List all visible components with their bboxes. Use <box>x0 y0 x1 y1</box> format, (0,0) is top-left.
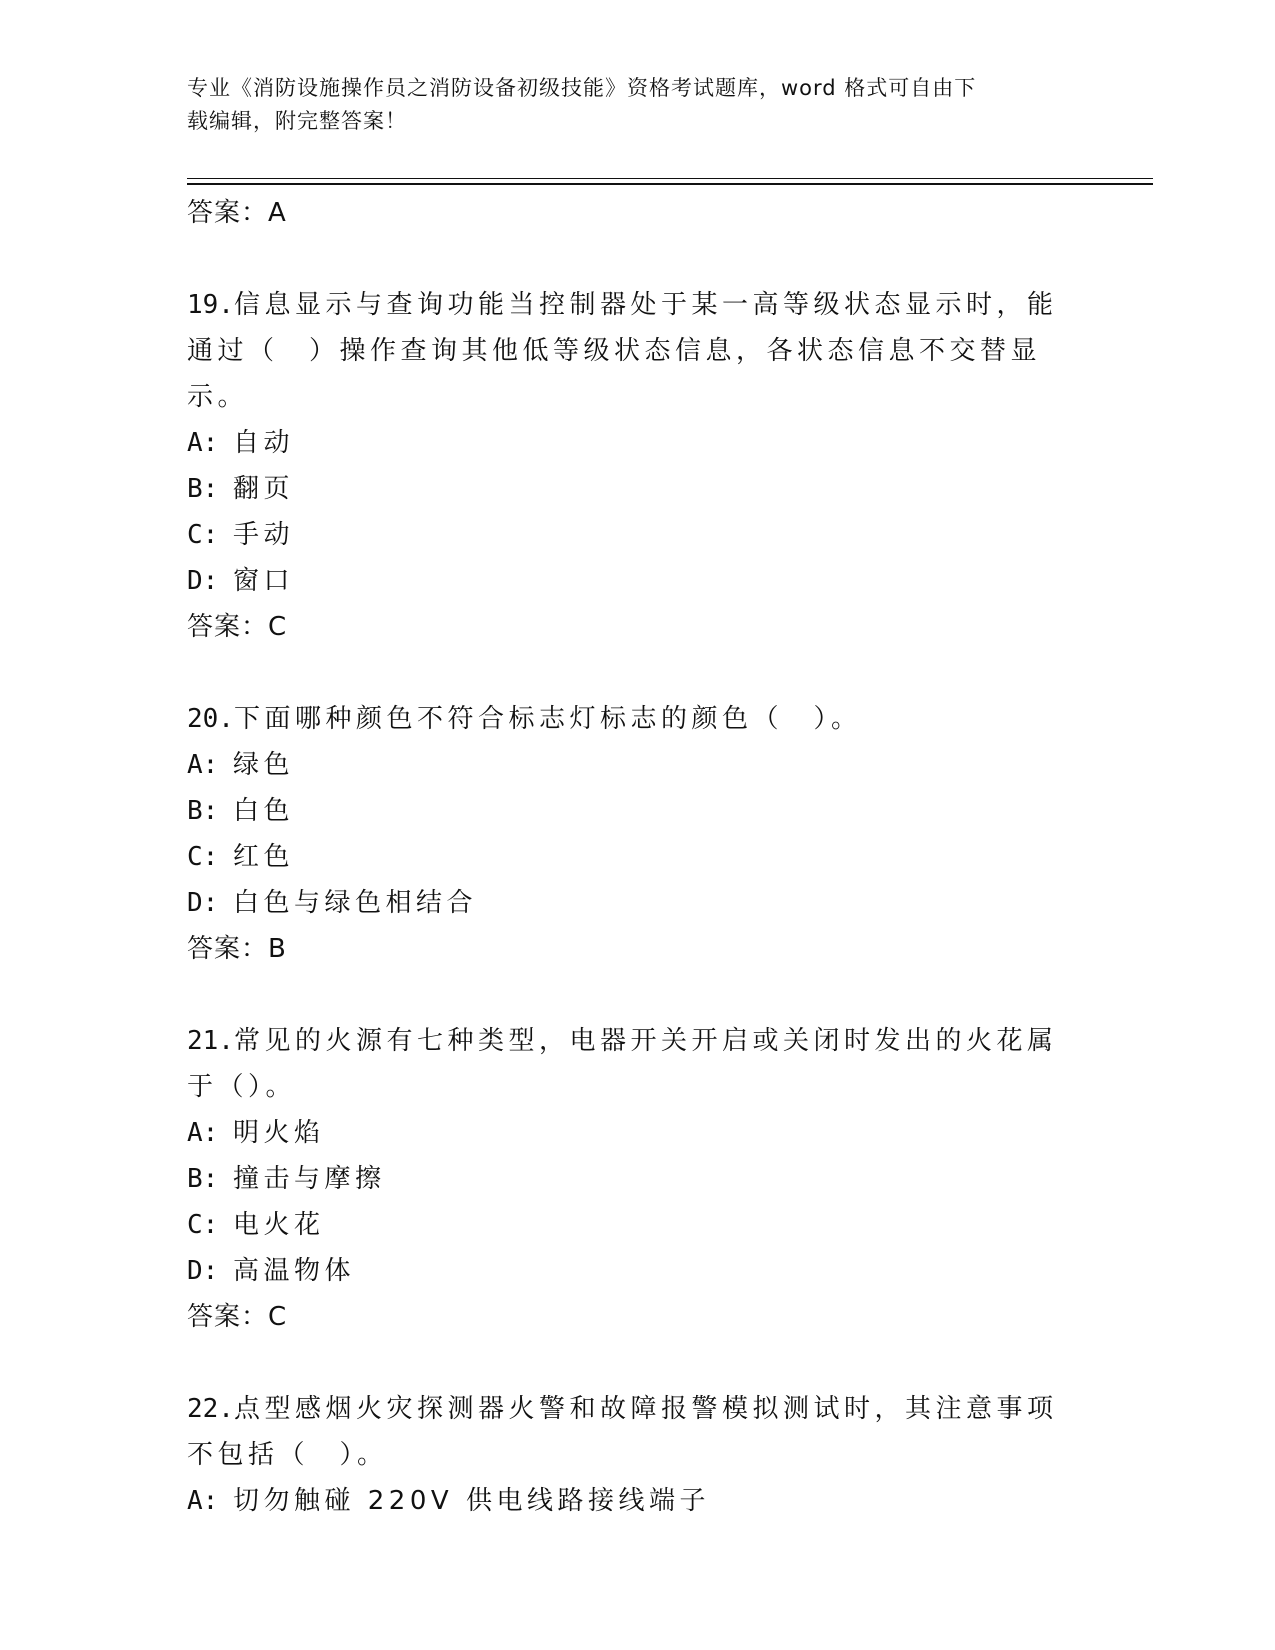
option-text: 手动 <box>233 520 295 550</box>
header-divider-thin <box>187 178 1153 179</box>
option-letter: B: <box>187 796 219 826</box>
option-d <box>187 1248 1087 1294</box>
option-text: 明火焰 <box>233 1118 325 1148</box>
option-letter: B: <box>187 1164 219 1194</box>
option-letter: A: <box>187 1118 219 1148</box>
option-text: 窗口 <box>233 566 295 596</box>
option-d <box>187 880 1087 926</box>
question-body: 信息显示与查询功能当控制器处于某一高等级状态显示时，能通过（ ）操作查询其他低等级状态信息，各状态信息不交替显示。 <box>187 290 1058 412</box>
question-number: 20. <box>187 704 234 734</box>
option-text: 翻页 <box>233 474 295 504</box>
option-letter: D: <box>187 566 219 596</box>
question-body: 下面哪种颜色不符合标志灯标志的颜色（ ）。 <box>233 704 862 734</box>
option-a <box>187 1110 1087 1156</box>
option-letter: A: <box>187 1486 219 1516</box>
option-b <box>187 1156 1087 1202</box>
option-d <box>187 558 1087 604</box>
question-number: 22. <box>187 1394 234 1424</box>
option-letter: D: <box>187 888 219 918</box>
answer: 答案：C <box>187 612 288 642</box>
spacer <box>187 1340 1087 1386</box>
option-c <box>187 512 1087 558</box>
option-text: 白色 <box>233 796 295 826</box>
option-c <box>187 1202 1087 1248</box>
option-letter: C: <box>187 842 219 872</box>
spacer <box>187 236 1087 282</box>
header-divider-thick <box>187 183 1153 185</box>
option-text: 白色与绿色相结合 <box>233 888 478 918</box>
spacer <box>187 650 1087 696</box>
question-22 <box>187 1386 1087 1524</box>
question-text <box>187 1018 1082 1110</box>
option-a <box>187 420 1087 466</box>
option-c <box>187 834 1087 880</box>
option-letter: A: <box>187 428 219 458</box>
option-letter: A: <box>187 750 219 780</box>
option-text: 自动 <box>233 428 295 458</box>
option-a <box>187 742 1087 788</box>
option-letter: B: <box>187 474 219 504</box>
option-letter: C: <box>187 520 219 550</box>
option-b <box>187 466 1087 512</box>
question-list <box>187 190 1087 1524</box>
question-body: 点型感烟火灾探测器火警和故障报警模拟测试时，其注意事项不包括（ ）。 <box>187 1394 1058 1470</box>
header-line-1: 专业《消防设施操作员之消防设备初级技能》资格考试题库，word 格式可自由下 <box>187 76 977 100</box>
option-text: 绿色 <box>233 750 295 780</box>
document-header <box>187 72 1067 138</box>
option-text: 撞击与摩擦 <box>233 1164 386 1194</box>
question-20 <box>187 696 1087 972</box>
option-text: 切勿触碰 220V 供电线路接线端子 <box>233 1486 710 1516</box>
question-21 <box>187 1018 1087 1340</box>
header-line-2: 载编辑，附完整答案！ <box>187 109 407 133</box>
question-text <box>187 282 1082 420</box>
question-number: 21. <box>187 1026 234 1056</box>
question-text <box>187 696 1082 742</box>
question-text <box>187 1386 1082 1478</box>
option-text: 电火花 <box>233 1210 325 1240</box>
option-letter: D: <box>187 1256 219 1286</box>
previous-answer: 答案：A <box>187 198 287 228</box>
question-body: 常见的火源有七种类型，电器开关开启或关闭时发出的火花属于（）。 <box>187 1026 1058 1102</box>
option-text: 红色 <box>233 842 295 872</box>
spacer <box>187 972 1087 1018</box>
answer: 答案：C <box>187 1302 288 1332</box>
option-b <box>187 788 1087 834</box>
answer: 答案：B <box>187 934 287 964</box>
option-text: 高温物体 <box>233 1256 356 1286</box>
option-a <box>187 1478 1087 1524</box>
question-number: 19. <box>187 290 234 320</box>
option-letter: C: <box>187 1210 219 1240</box>
question-19 <box>187 282 1087 650</box>
